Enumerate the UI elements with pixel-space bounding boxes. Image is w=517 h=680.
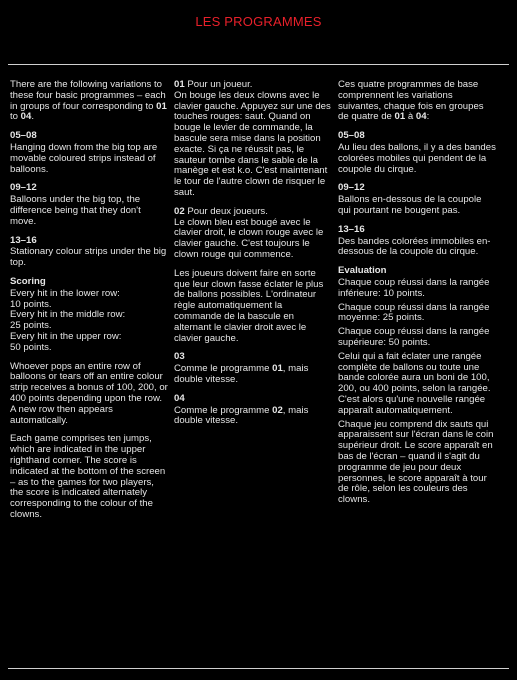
variation-heading-05-08: 05–08 xyxy=(10,130,37,142)
score-lower-row: Every hit in the lower row: xyxy=(10,287,120,299)
evaluation-upper: Chaque coup réussi dans la rangée supérieure: 50 points. xyxy=(338,326,490,348)
scoring-heading: Scoring xyxy=(10,275,46,287)
variation-text-09-12-fr: Ballons en-dessous de la coupole qui pourtant ne bougent pas. xyxy=(338,194,482,216)
bonus-paragraph: Whoever pops an entire row of balloons or tears off an entire colour strip receives a bonus of 100, 200, or 400 points depending upon the row. A new row then appears automatically. xyxy=(10,360,168,426)
programme-02-text: Le clown bleu est bougé avec le clavier droit, le clown rouge avec le clavier gauche. C'est toujours le clown rouge qui commence. xyxy=(174,216,324,260)
french-programmes-column xyxy=(174,80,332,435)
programme-04-heading: 04 xyxy=(174,392,185,404)
bonus-paragraph-fr: Celui qui a fait éclater une rangée complète de ballons ou toute une bande colorée aura un boni de 100, 200, ou 400 points, selon la rangée. C'est alors qu'une nouvelle rangée apparaît automatiquement. xyxy=(338,350,491,416)
score-middle-value: 25 points. xyxy=(10,320,52,332)
score-lower-value: 10 points. xyxy=(10,298,52,310)
variation-heading-13-16-fr: 13–16 xyxy=(338,223,365,235)
english-column xyxy=(10,80,168,529)
programme-01-heading: 01 Pour un joueur. xyxy=(174,79,253,90)
variation-heading-13-16: 13–16 xyxy=(10,234,37,246)
page-title: LES PROGRAMMES xyxy=(195,14,322,29)
variation-text-09-12: Balloons under the big top, the difference being that they don't move. xyxy=(10,194,141,227)
evaluation-heading: Evaluation xyxy=(338,265,387,277)
players-paragraph: Les joueurs doivent faire en sorte que leur clown fasse éclater le plus de ballons possibles. L'ordinateur règle automatiquement la commande de la bascule en alternant le clavier droit avec le clavier gauche. xyxy=(174,267,324,344)
variation-heading-09-12-fr: 09–12 xyxy=(338,182,365,194)
variation-heading-05-08-fr: 05–08 xyxy=(338,130,365,142)
score-middle-row: Every hit in the middle row: xyxy=(10,309,126,321)
programme-02-heading: 02 Pour deux joueurs. xyxy=(174,205,268,217)
variation-heading-09-12: 09–12 xyxy=(10,182,37,194)
programme-04-text: Comme le programme 02, mais double vitesse. xyxy=(174,404,309,427)
top-divider xyxy=(8,64,509,65)
programme-01-text: On bouge les deux clowns avec le clavier gauche. Appuyez sur une des touches rouges: saut. Quand on bouge le levier de commande, la bascule sera mise dans la position exacte. Si ça ne réussit pas, le sauteur tombe dans le sable de la manège et est k.o. C'est maintenant le tour de l'autre clown de risquer le saut. xyxy=(174,89,331,198)
score-upper-value: 50 points. xyxy=(10,341,52,353)
evaluation-lower: Chaque coup réussi dans la rangée inférieure: 10 points. xyxy=(338,276,490,299)
intro-paragraph-fr: Ces quatre programmes de base comprennent les variations suivantes, chaque fois en groupes de quatre de 01 à 04: xyxy=(338,79,484,123)
jumps-paragraph-fr: Chaque jeu comprend dix sauts qui apparaissent sur l'écran dans le coin supérieur droit. Le score apparaît en bas de l'écran – quand il s'agit du programme de jeu pour deux personnes, le score apparaît à tour de rôle, selon les couleurs des clowns. xyxy=(338,418,494,506)
bottom-divider xyxy=(8,668,509,669)
french-variations-column xyxy=(338,80,496,514)
variation-text-13-16: Stationary colour strips under the big top. xyxy=(10,246,167,269)
intro-paragraph: There are the following variations to these four basic programmes – each in groups of four corresponding to 01 to 04. xyxy=(10,79,167,123)
variation-text-05-08-fr: Au lieu des ballons, il y a des bandes colorées mobiles qui pendent de la coupole du cirque. xyxy=(338,141,496,175)
programme-03-heading: 03 xyxy=(174,351,185,363)
programme-03-text: Comme le programme 01, mais double vitesse. xyxy=(174,363,309,385)
variation-text-13-16-fr: Des bandes colorées immobiles en-dessous de la coupole du cirque. xyxy=(338,235,491,258)
evaluation-middle: Chaque coup réussi dans la rangée moyenne: 25 points. xyxy=(338,301,490,324)
score-upper-row: Every hit in the upper row: xyxy=(10,330,122,342)
jumps-paragraph: Each game comprises ten jumps, which are indicated in the upper righthand corner. The score is indicated at the bottom of the screen – as to the games for two players, the score is indicated alternately corresponding to the colour of the clowns. xyxy=(10,433,166,520)
variation-text-05-08: Hanging down from the big top are movable coloured strips instead of balloons. xyxy=(10,141,158,175)
